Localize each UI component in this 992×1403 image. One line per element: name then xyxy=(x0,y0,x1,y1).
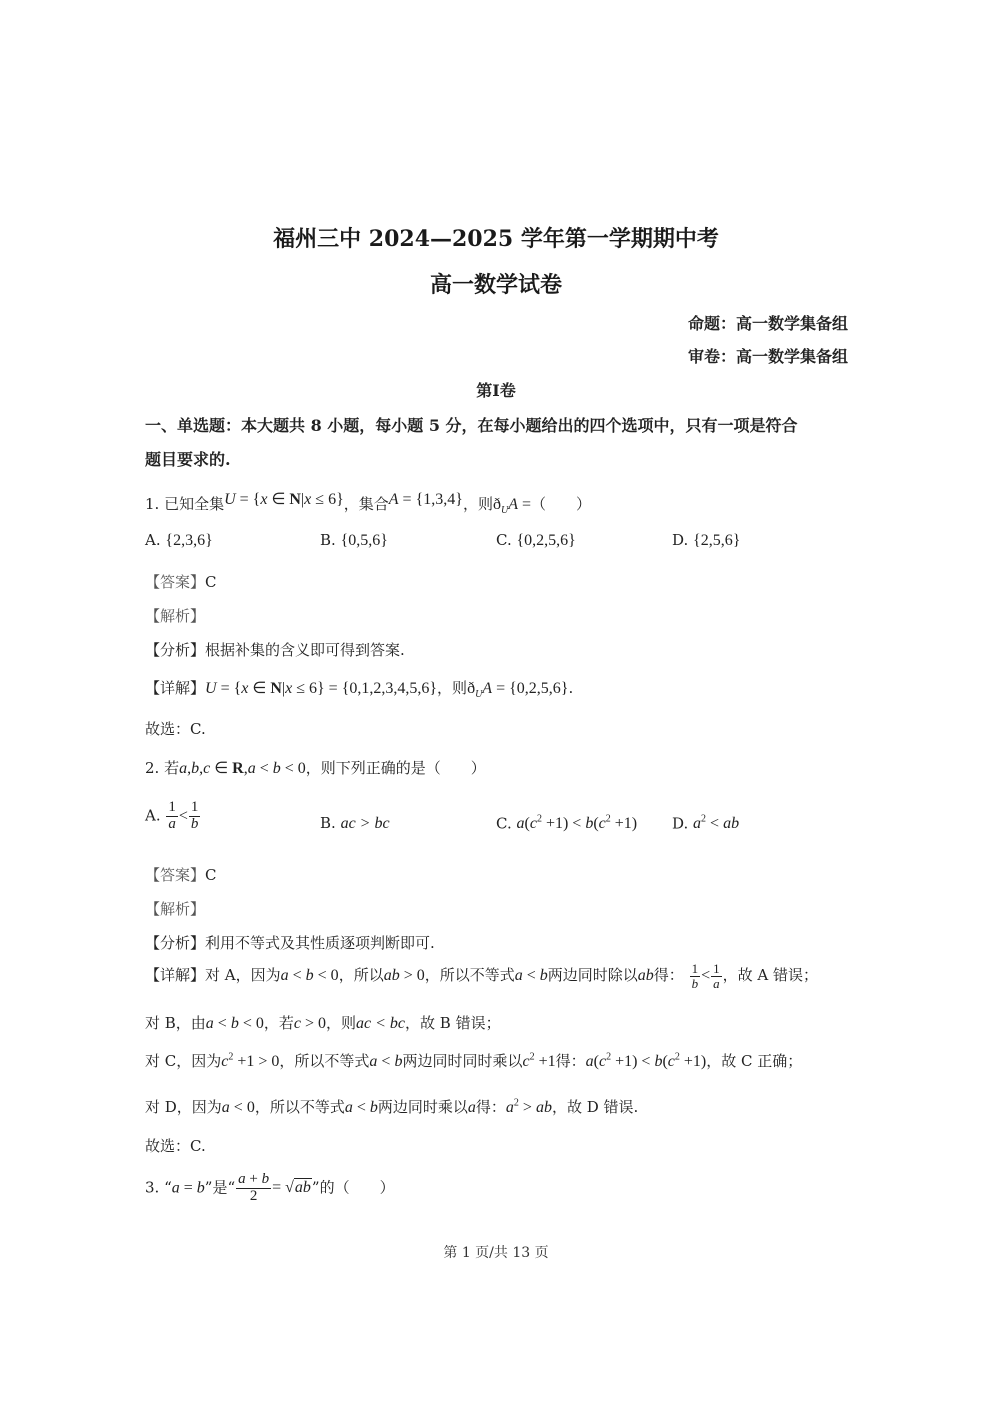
exam-subtitle: 高一数学试卷 xyxy=(429,272,562,298)
question-3: 3. “a = b”是“ $\frac{a + b}{2}$ = √ab”的（ ） xyxy=(145,1171,395,1204)
q2-jiexi-label: 【解析】 xyxy=(145,900,206,918)
reviewer-credit: 审卷：高一数学集备组 xyxy=(687,347,848,366)
author-credit: 命题：高一数学集备组 xyxy=(687,314,848,333)
q2-analysis: 【分析】利用不等式及其性质逐项判断即可. xyxy=(145,934,435,952)
q1-detail: 【详解】U = {x ∈ N|x ≤ 6} = {0,1,2,3,4,5,6}，则$ð_UA = \{0,2,5,6\}$. xyxy=(145,679,574,701)
q2-option-b: B. ac > bc xyxy=(320,814,390,832)
q2-option-c: C. $a(c^2 +1) < b(c^2 +1)$ xyxy=(496,814,638,833)
q1-set-a: A = {1,3,4} xyxy=(388,491,463,508)
q1-prefix: 1. 已知全集 xyxy=(145,495,225,513)
q1-option-c: C. {0,2,5,6} xyxy=(496,531,576,549)
q1-analysis: 【分析】根据补集的含义即可得到答案. xyxy=(145,641,405,659)
section-heading-line1: 一、单选题：本大题共 8 小题，每小题 5 分，在每小题给出的四个选项中，只有一项是符合 xyxy=(145,416,798,435)
q1-conclusion: 故选：C. xyxy=(145,720,206,738)
volume-heading: 第Ⅰ卷 xyxy=(476,381,516,400)
q1-universal-set: U = {x ∈ N|x ≤ 6} xyxy=(224,491,344,508)
q2-conclusion: 故选：C. xyxy=(145,1137,206,1155)
question-1 xyxy=(145,489,591,516)
q2-detail-b: 对 B，由a < b < 0，若c > 0，则ac < bc，故 B 错误； xyxy=(145,1014,501,1032)
q1-option-b: B. {0,5,6} xyxy=(320,531,388,549)
q1-set-word: ，集合 xyxy=(343,495,389,513)
q2-detail-c: 对 C，因为$c^2 +1 > 0$，所以不等式a < b两边同时同时乘以$c^2 +1$得：$a(c^2 +1) < b(c^2 +1)$，故 C 正确； xyxy=(145,1051,803,1070)
q1-then-word: ，则 xyxy=(462,495,493,513)
q2-detail-d: 对 D，因为a < 0，所以不等式a < b两边同时乘以a得：$a^2$ > ab，故 D 错误. xyxy=(145,1097,639,1116)
q2-option-a: A. $\frac{1}{a}$ < $\frac{1}{b}$ xyxy=(145,799,199,832)
q2-answer: 【答案】C xyxy=(145,866,217,884)
q1-jiexi-label: 【解析】 xyxy=(145,607,206,625)
q2-detail-a: 【详解】对 A，因为a < b < 0，所以ab > 0，所以不等式a < b两边同时除以ab得： $\frac{1}{b}$ < $\frac{1}{a}$ ，故 A 错误； xyxy=(145,961,818,991)
q1-paren: （ ） xyxy=(531,495,592,513)
q1-option-a: A. {2,3,6} xyxy=(145,531,213,549)
exam-title: 福州三中 2024—2025 学年第一学期期中考 xyxy=(273,226,719,252)
q2-option-d: D. $a^2$ < ab xyxy=(672,814,740,833)
section-heading-line2: 题目要求的. xyxy=(145,450,231,469)
q1-answer: 【答案】C xyxy=(145,573,217,591)
question-2: 2. 若a,b,c ∈ R,a < b < 0，则下列正确的是（ ） xyxy=(145,759,486,777)
q1-option-d: D. {2,5,6} xyxy=(672,531,741,549)
page-footer: 第 1 页/共 13 页 xyxy=(443,1245,549,1261)
q1-complement: $ð_UA$ = xyxy=(492,496,531,517)
